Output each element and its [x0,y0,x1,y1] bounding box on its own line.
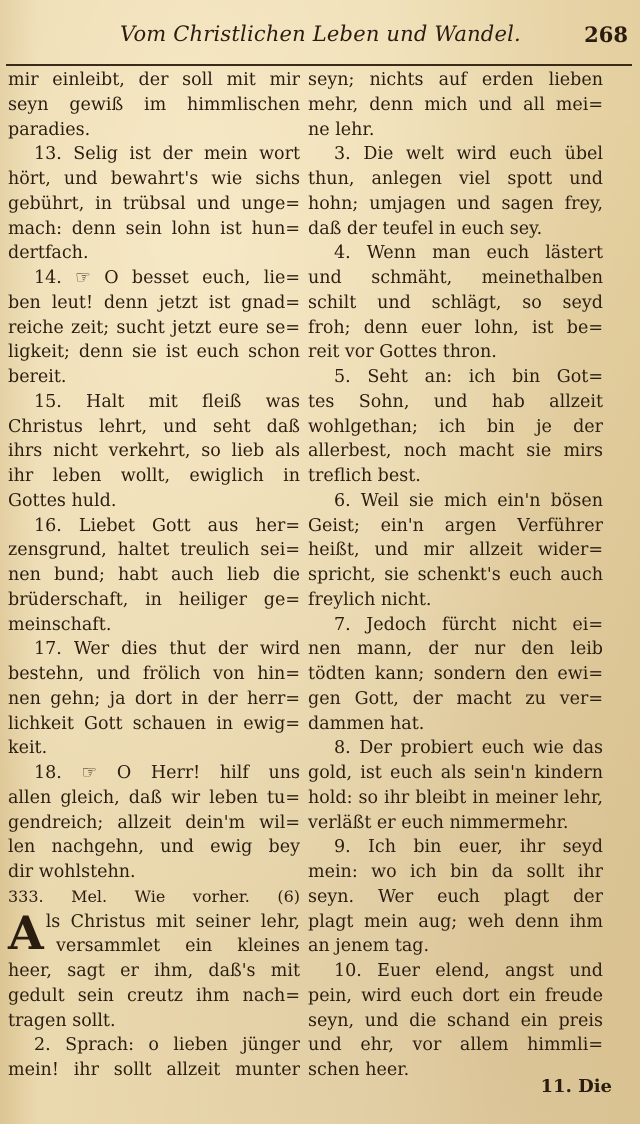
left-column [8,68,300,1083]
text-line [308,761,603,786]
line-text: mein! ihr sollt allzeit munter [8,1060,300,1080]
line-text: mach: denn sein lohn ist hun= [8,218,300,239]
text-line [8,316,300,341]
text-line [8,68,300,93]
page-header [10,22,628,56]
line-text: 13. Selig ist der mein wort [34,144,300,165]
line-text: ne lehr. [308,119,375,140]
text-line [8,786,300,811]
line-text: 7. Jedoch fürcht nicht ei= [334,614,603,635]
line-text: gendreich; allzeit dein'm wil= [8,812,300,833]
line-text: Christus lehrt, und seht daß [8,416,300,437]
line-text: heer, sagt er ihm, daß's mit [8,961,300,981]
text-line [8,712,300,737]
text-line [308,934,603,959]
text-line [308,687,603,712]
text-line [308,1009,603,1034]
text-line [308,835,603,860]
text-line [308,439,603,464]
text-line [308,1033,603,1058]
line-text: 8. Der probiert euch wie das [334,738,603,759]
text-line [308,390,603,415]
header-rule [6,64,632,66]
line-text: bestehn, und frölich von hin= [8,664,300,684]
line-text: allerbest, noch macht sie mirs [308,441,603,462]
text-line [308,93,603,118]
line-text: Gottes huld. [8,490,117,511]
text-line [308,736,603,761]
text-line [308,217,603,242]
line-text: 2. Sprach: o lieben jünger [34,1035,300,1056]
text-line [308,464,603,489]
text-line [8,1033,300,1058]
line-text: seyn. Wer euch plagt der [308,886,603,907]
line-text: hohn; umjagen und sagen frey, [308,193,603,214]
text-line [308,860,603,885]
text-line [308,712,603,737]
text-line [8,266,300,291]
line-text: spricht, sie schenkt's euch auch [308,565,603,585]
line-text: len nachgehn, und ewig bey [8,837,300,858]
text-line [308,489,603,514]
text-line [8,340,300,365]
line-text: reit vor Gottes thron. [308,342,497,363]
running-head: Vom Christlichen Leben und Wandel. [120,22,521,46]
page-number: 268 [584,22,628,47]
text-line [8,217,300,242]
text-line [8,192,300,217]
text-line [308,538,603,563]
text-line [308,167,603,192]
line-text: lichkeit Gott schauen in ewig= [8,713,300,734]
line-text: freylich nicht. [308,589,432,610]
line-text: mehr, denn mich und all mei= [308,94,603,115]
line-text: heißt, und mir allzeit wider= [308,540,603,561]
line-text: daß der teufel in euch sey. [308,218,543,239]
text-line [8,489,300,514]
text-line [8,687,300,712]
text-line [8,538,300,563]
text-line [8,439,300,464]
line-text: tödten kann; sondern den ewi= [308,664,603,684]
line-text: tragen sollt. [8,1010,116,1031]
text-line [8,984,300,1009]
line-text: an jenem tag. [308,936,430,957]
line-text: ihrs nicht verkehrt, so lieb als [8,441,300,462]
line-text: allen gleich, daß wir leben tu= [8,787,300,808]
line-text: ligkeit; denn sie ist euch schon [8,342,300,363]
line-text: 9. Ich bin euer, ihr seyd [334,837,603,858]
line-text: ihr leben wollt, ewiglich in [8,466,300,486]
text-line [8,241,300,266]
text-line [308,118,603,143]
line-text: mein: wo ich bin da sollt ihr [308,862,603,882]
text-line [308,588,603,613]
text-line [8,93,300,118]
text-line [8,637,300,662]
line-text: bereit. [8,367,67,387]
text-line [8,167,300,192]
line-text: tes Sohn, und hab allzeit [308,391,603,412]
text-line [308,613,603,638]
text-line [8,588,300,613]
text-line [308,885,603,910]
text-line [8,885,300,910]
line-text: dir wohlstehn. [8,862,136,882]
line-text: ls Christus mit seiner lehr, [45,911,300,932]
text-line [308,959,603,984]
line-text: verläßt er euch nimmermehr. [308,812,569,833]
text-line [308,662,603,687]
text-line [8,1009,300,1034]
text-line [308,142,603,167]
line-text: gedult sein creutz ihm nach= [8,985,300,1006]
line-text: Geist; ein'n argen Verführer [308,515,603,536]
catchword: 11. Die [540,1076,612,1097]
text-line [308,241,603,266]
text-line [8,860,300,885]
text-line [8,736,300,761]
line-text: nen gehn; ja dort in der herr= [8,688,300,709]
line-text: ben leut! denn jetzt ist gnad= [8,292,300,313]
line-text: 333. Mel. Wie vorher. (6) [8,886,300,906]
text-line [308,984,603,1009]
text-line [8,811,300,836]
text-line [8,464,300,489]
line-text: keit. [8,738,48,759]
line-text: plagt mein aug; weh denn ihm [308,911,603,932]
text-line [308,786,603,811]
text-line [8,390,300,415]
line-text: dammen hat. [308,713,425,734]
text-line [308,316,603,341]
line-text: 6. Weil sie mich ein'n bösen [334,490,603,511]
text-line [308,266,603,291]
line-text: 17. Wer dies thut der wird [34,639,300,660]
line-text: 4. Wenn man euch lästert [334,243,603,264]
line-text: seyn, und die schand ein preis [308,1010,603,1031]
line-text: 5. Seht an: ich bin Got= [334,367,603,387]
text-line [308,811,603,836]
line-text: thun, anlegen viel spott und [308,169,603,189]
line-text: seyn; nichts auf erden lieben [308,70,603,90]
right-column [308,68,603,1083]
line-text: seyn gewiß im himmlischen [8,94,300,115]
text-line [308,291,603,316]
line-text: nen bund; habt auch lieb die [8,565,300,585]
text-line [8,1058,300,1083]
line-text: gen Gott, der macht zu ver= [308,688,603,709]
line-text: nen mann, der nur den leib [308,639,603,660]
line-text: treflich best. [308,466,421,486]
text-line [8,959,300,984]
text-line [8,415,300,440]
line-text: brüderschaft, in heiliger ge= [8,589,300,610]
line-text: 18. ☞ O Herr! hilf uns [34,763,300,783]
line-text: reiche zeit; sucht jetzt eure se= [8,317,300,338]
text-line [8,118,300,143]
text-line [8,514,300,539]
line-text: paradies. [8,119,91,140]
drop-cap: A [8,905,44,960]
line-text: und ehr, vor allem himmli= [308,1035,603,1056]
text-line [308,68,603,93]
text-line [308,415,603,440]
text-line [8,835,300,860]
line-text: pein, wird euch dort ein freude [308,985,603,1006]
text-line [8,761,300,786]
line-text: und schmäht, meinethalben [308,268,603,288]
text-line [308,514,603,539]
line-text: 3. Die welt wird euch übel [334,144,603,165]
text-line [8,365,300,390]
line-text: mir einleibt, der soll mit mir [8,70,300,90]
text-line [308,910,603,935]
line-text: schilt und schlägt, so seyd [308,292,603,313]
text-line [8,291,300,316]
line-text: hold: so ihr bleibt in meiner lehr, [308,787,603,808]
line-text: 16. Liebet Gott aus her= [34,515,300,536]
line-text: gold, ist euch als sein'n kindern [308,763,603,783]
line-text: wohlgethan; ich bin je der [308,416,603,437]
line-text: 14. ☞ O besset euch, lie= [34,268,300,288]
line-text: hört, und bewahrt's wie sichs [8,169,300,189]
text-line [8,662,300,687]
line-text: froh; denn euer lohn, ist be= [308,317,603,338]
line-text: versammlet ein kleines [56,936,300,957]
line-text: meinschaft. [8,614,112,635]
line-text: schen heer. [308,1060,410,1080]
text-line [308,563,603,588]
text-line [308,365,603,390]
text-line [308,192,603,217]
text-line [8,613,300,638]
line-text: 10. Euer elend, angst und [334,961,603,981]
text-line [8,142,300,167]
text-line [8,934,300,959]
line-text: dertfach. [8,243,89,264]
line-text: zensgrund, haltet treulich sei= [8,540,300,561]
text-line [308,340,603,365]
text-line [308,637,603,662]
text-line [8,563,300,588]
line-text: 15. Halt mit fleiß was [34,391,300,412]
line-text: gebührt, in trübsal und unge= [8,193,300,214]
